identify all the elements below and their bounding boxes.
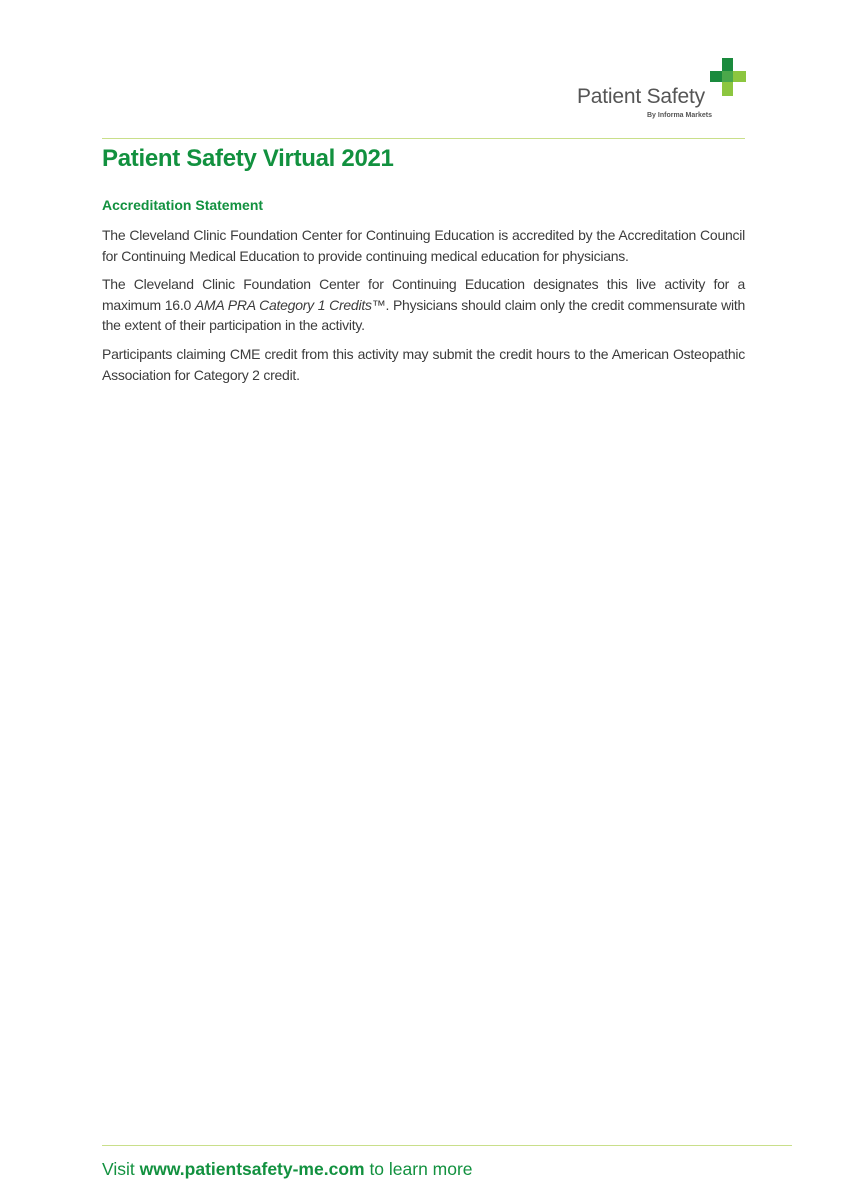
osteopathic-credit-paragraph: Participants claiming CME credit from this activity may submit the credit hours to the American Osteopathic Association for Category 2 credit. <box>102 346 745 383</box>
section-heading-accreditation: Accreditation Statement <box>102 197 264 213</box>
patient-safety-logo <box>560 58 750 124</box>
website-link[interactable]: www.patientsafety-me.com <box>139 1159 365 1179</box>
credit-name: AMA PRA Category 1 Credits™ <box>194 296 386 313</box>
logo-wordmark: Patient Safety <box>577 85 705 108</box>
footer-prefix: Visit <box>102 1159 140 1179</box>
footer-cta <box>102 1159 473 1180</box>
footer-suffix: to learn more <box>364 1159 473 1179</box>
logo-tagline: By Informa Markets <box>647 112 712 119</box>
medical-cross-icon <box>710 58 746 96</box>
credit-designation-paragraph <box>102 274 745 336</box>
credit-designation-text-end: . Physicians should claim only the credit commensurate with the extent of their participation in the activity. <box>102 296 745 333</box>
accreditation-paragraph: The Cleveland Clinic Foundation Center for Continuing Education is accredited by the Accreditation Council for Continuing Medical Education to provide continuing medical education for physicians. <box>102 227 745 264</box>
document-title: Patient Safety Virtual 2021 <box>102 145 394 172</box>
header-divider <box>102 138 745 139</box>
credit-designation-text-start: The Cleveland Clinic Foundation Center for Continuing Education designates this live activity for a maximum 16.0 <box>102 276 745 313</box>
footer-divider <box>102 1145 792 1146</box>
